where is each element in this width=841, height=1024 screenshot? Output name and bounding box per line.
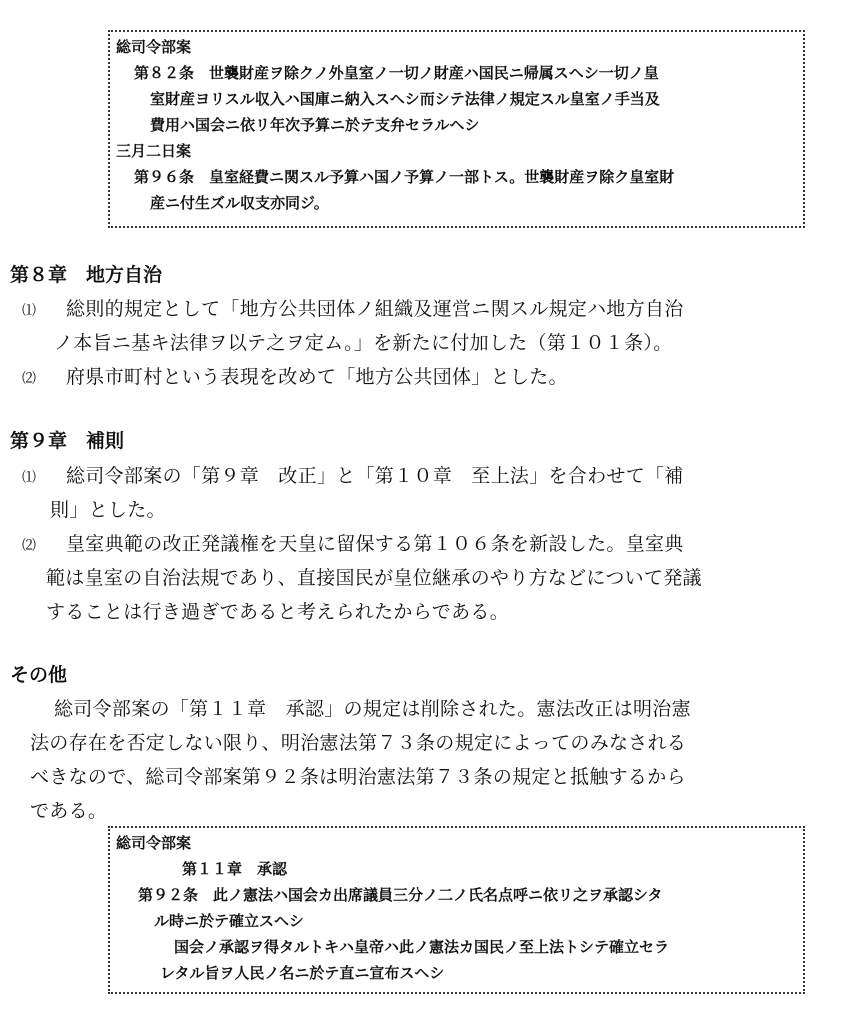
- item-text: 総司令部案の「第９章 改正」と「第１０章 至上法」を合わせて「補: [66, 465, 684, 487]
- chapter-9-item-2-line-3: することは行き過ぎであると考えられたからである。: [46, 601, 510, 623]
- article-82-line-2: 室財産ヨリスル収入ハ国庫ニ納入スヘシ而シテ法律ノ規定スル皇室ノ手当及: [150, 90, 660, 108]
- item-number: ⑴: [22, 470, 37, 486]
- box-subheader: 三月二日案: [116, 142, 192, 160]
- chapter-11-title: 第１１章 承認: [182, 860, 288, 878]
- article-92-line-2: ル時ニ於テ確立スヘシ: [154, 912, 305, 930]
- chapter-9-item-2-line-1: [22, 527, 684, 563]
- chapter-8-heading: 第８章 地方自治: [10, 264, 163, 286]
- article-96-line-2: 産ニ付生ズル収支亦同ジ。: [150, 194, 329, 212]
- chapter-9-item-1-line-2: 則」とした。: [50, 499, 166, 521]
- other-line-3: べきなので、総司令部案第９２条は明治憲法第７３条の規定と抵触するから: [30, 766, 686, 788]
- chapter-8-item-1-line-1: [22, 292, 684, 328]
- quote-box-ghq-draft-92: [108, 826, 805, 994]
- quote-box-ghq-draft-82: [108, 30, 805, 228]
- chapter-9-item-1-line-1: [22, 459, 684, 495]
- other-heading: その他: [10, 664, 68, 686]
- article-82-line-3: 費用ハ国会ニ依リ年次予算ニ於テ支弁セラルヘシ: [150, 116, 480, 134]
- item-number: ⑵: [22, 538, 37, 554]
- item-number: ⑵: [22, 371, 37, 387]
- other-line-1: 総司令部案の「第１１章 承認」の規定は削除された。憲法改正は明治憲: [54, 698, 691, 720]
- article-82-line-1: 第８２条 世襲財産ヲ除クノ外皇室ノ一切ノ財産ハ国民ニ帰属スヘシ一切ノ皇: [134, 64, 659, 82]
- chapter-9-item-2-line-2: 範は皇室の自治法規であり、直接国民が皇位継承のやり方などについて発議: [46, 567, 702, 589]
- article-96-line-1: 第９６条 皇室経費ニ関スル予算ハ国ノ予算ノ一部トス。世襲財産ヲ除ク皇室財: [134, 168, 675, 186]
- chapter-8-item-1-line-2: ノ本旨ニ基キ法律ヲ以テ之ヲ定ム。」を新たに付加した（第１０１条）。: [54, 332, 673, 354]
- chapter-8-item-2-line-1: [22, 360, 568, 396]
- item-number: ⑴: [22, 303, 37, 319]
- article-92-para-2-line-1: 国会ノ承認ヲ得タルトキハ皇帝ハ此ノ憲法カ国民ノ至上法トシテ確立セラ: [174, 938, 670, 956]
- item-text: 府県市町村という表現を改めて「地方公共団体」とした。: [66, 366, 568, 388]
- box-header: 総司令部案: [116, 834, 192, 852]
- item-text: 皇室典範の改正発議権を天皇に留保する第１０６条を新設した。皇室典: [66, 533, 684, 555]
- other-line-4: である。: [30, 800, 108, 822]
- article-92-line-1: 第９２条 此ノ憲法ハ国会カ出席議員三分ノ二ノ氏名点呼ニ依リ之ヲ承認シタ: [138, 886, 663, 904]
- item-text: 総則的規定として「地方公共団体ノ組織及運営ニ関スル規定ハ地方自治: [66, 298, 684, 320]
- box-header: 総司令部案: [116, 38, 192, 56]
- article-92-para-2-line-2: レタル旨ヲ人民ノ名ニ於テ直ニ宣布スヘシ: [160, 964, 445, 982]
- chapter-9-heading: 第９章 補則: [10, 430, 125, 452]
- other-line-2: 法の存在を否定しない限り、明治憲法第７３条の規定によってのみなされる: [30, 732, 687, 754]
